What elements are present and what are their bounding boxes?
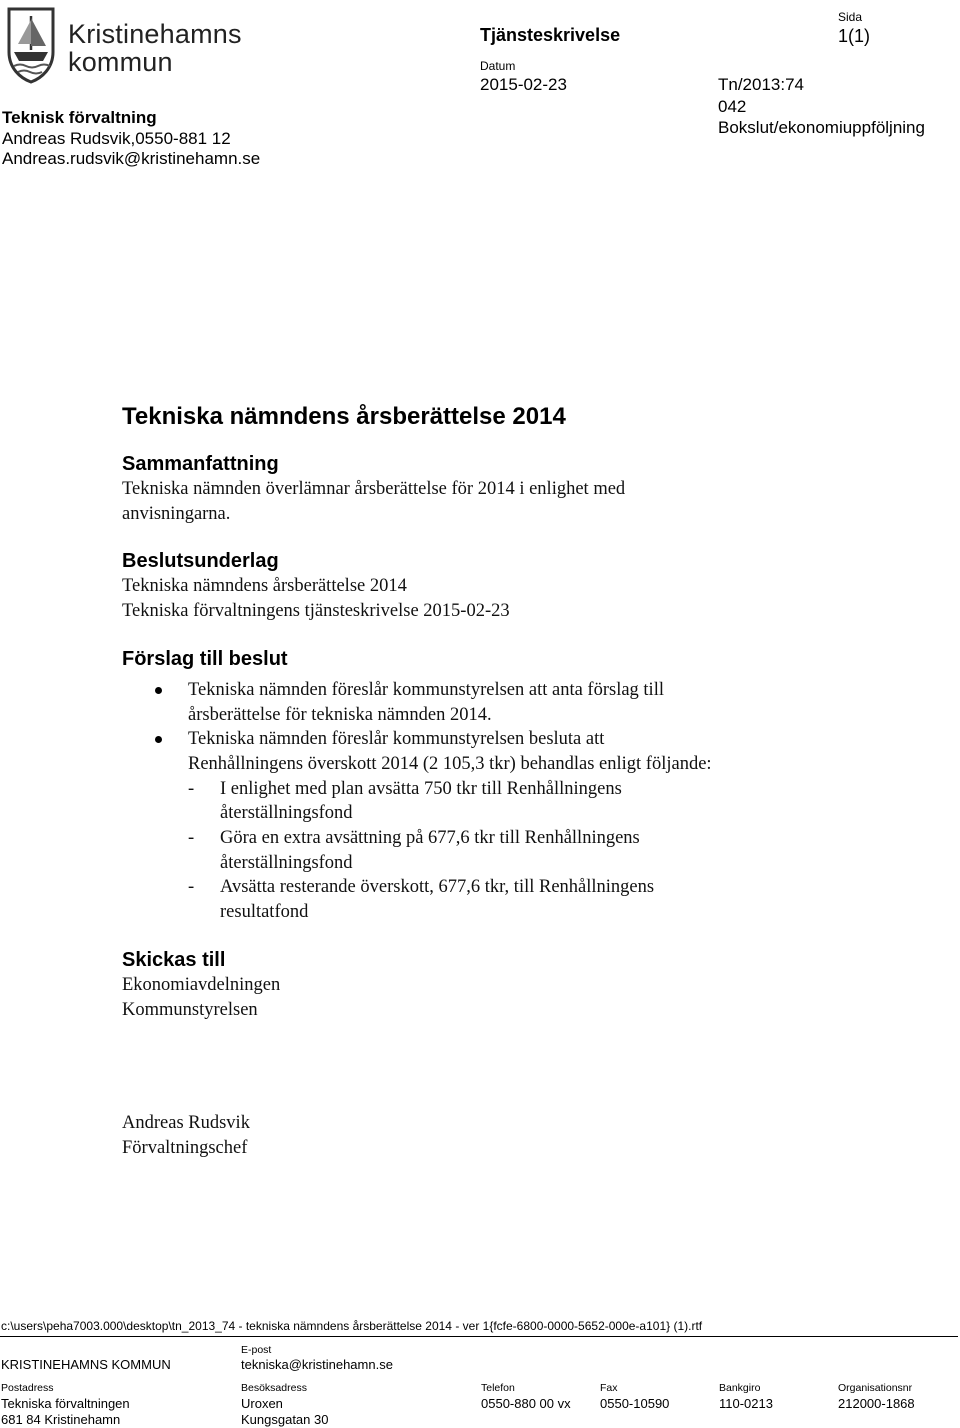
bullet-icon: [155, 687, 162, 694]
signature-block: [122, 1111, 250, 1160]
dash-marker: -: [188, 877, 195, 898]
reference-code: 042: [718, 97, 747, 116]
signature-title: Förvaltningschef: [122, 1137, 248, 1158]
footer-fax-label: Fax: [600, 1382, 618, 1394]
proposal-text: årsberättelse för tekniska nämnden 2014.: [188, 704, 492, 725]
proposal-heading: Förslag till beslut: [122, 647, 288, 670]
footer-org-name: KRISTINEHAMNS KOMMUN: [1, 1357, 171, 1372]
proposal-list: [122, 678, 922, 777]
file-path: c:\users\peha7003.000\desktop\tn_2013_74 - tekniska nämndens årsberättelse 2014 - ver 1{fcfe-6800-0000-5652-000e-a101} (1).rtf: [1, 1319, 703, 1333]
sub-item-text: återställningsfond: [220, 803, 353, 824]
footer-visit-line: Uroxen: [241, 1396, 283, 1411]
reference-subject: Bokslut/ekonomiuppföljning: [718, 118, 925, 137]
dash-marker: -: [188, 778, 195, 799]
summary-line-1: Tekniska nämnden överlämnar årsberättelse för 2014 i enlighet med: [122, 479, 626, 499]
footer-postal-line: Tekniska förvaltningen: [1, 1396, 130, 1411]
footer-email-label: E-post: [241, 1344, 272, 1356]
municipal-crest-logo: [6, 6, 56, 84]
document-date: 2015-02-23: [480, 75, 567, 94]
footer-bankgiro-label: Bankgiro: [719, 1382, 761, 1394]
footer-postal-line: 681 84 Kristinehamn: [1, 1412, 121, 1427]
sent-to-heading: Skickas till: [122, 948, 226, 971]
logo-line-1: Kristinehamns: [68, 19, 242, 49]
sub-item: [122, 875, 922, 924]
page-label: Sida: [838, 10, 863, 24]
proposal-text: Tekniska nämnden föreslår kommunstyrelsen att anta förslag till: [188, 679, 664, 700]
sub-item: [122, 777, 922, 826]
recipient: Kommunstyrelsen: [122, 999, 258, 1020]
document-body: [122, 402, 922, 1022]
footer-divider: [0, 1336, 958, 1337]
recipient: Ekonomiavdelningen: [122, 974, 281, 995]
basis-heading: Beslutsunderlag: [122, 550, 279, 573]
footer-phone-label: Telefon: [481, 1382, 515, 1394]
footer-email[interactable]: tekniska@kristinehamn.se: [241, 1357, 393, 1372]
footer-phone: 0550-880 00 vx: [481, 1396, 571, 1411]
sub-item-text: resultatfond: [220, 902, 309, 923]
page-number: 1(1): [838, 26, 871, 46]
logo-line-2: kommun: [68, 47, 173, 77]
department-name: Teknisk förvaltning: [2, 108, 157, 127]
sub-item-list: [122, 777, 922, 925]
footer-visit-label: Besöksadress: [241, 1382, 307, 1394]
sub-item-text: Göra en extra avsättning på 677,6 tkr till Renhållningens: [220, 828, 640, 849]
reference-number: Tn/2013:74: [718, 75, 805, 94]
contact-name-phone: Andreas Rudsvik,0550-881 12: [2, 129, 231, 148]
sub-item-text: återställningsfond: [220, 852, 353, 873]
sub-item-text: I enlighet med plan avsätta 750 tkr till Renhållningens: [220, 778, 622, 799]
proposal-text: Renhållningens överskott 2014 (2 105,3 tkr) behandlas enligt följande:: [188, 753, 712, 774]
signature-name: Andreas Rudsvik: [122, 1113, 250, 1133]
summary-line-2: anvisningarna.: [122, 503, 231, 524]
footer-bankgiro: 110-0213: [719, 1396, 773, 1411]
proposal-text: Tekniska nämnden föreslår kommunstyrelsen besluta att: [188, 729, 605, 750]
footer-orgnr: 212000-1868: [838, 1396, 915, 1411]
document-type: Tjänsteskrivelse: [480, 25, 621, 45]
footer-orgnr-label: Organisationsnr: [838, 1382, 913, 1394]
footer-visit-line: Kungsgatan 30: [241, 1412, 329, 1427]
basis-item: Tekniska förvaltningens tjänsteskrivelse 2015-02-23: [122, 601, 510, 622]
footer-fax: 0550-10590: [600, 1396, 670, 1411]
date-label: Datum: [480, 59, 516, 73]
municipality-logo-text: [68, 20, 242, 76]
contact-email[interactable]: Andreas.rudsvik@kristinehamn.se: [2, 149, 261, 168]
basis-item: Tekniska nämndens årsberättelse 2014: [122, 576, 407, 597]
sub-item: [122, 826, 922, 875]
proposal-item-2: [122, 727, 922, 776]
dash-marker: -: [188, 828, 195, 849]
document-title: Tekniska nämndens årsberättelse 2014: [122, 403, 566, 430]
summary-heading: Sammanfattning: [122, 453, 279, 475]
bullet-icon: [155, 736, 162, 743]
proposal-item-1: [122, 678, 922, 727]
sub-item-text: Avsätta resterande överskott, 677,6 tkr, till Renhållningens: [220, 877, 655, 898]
footer-postal-label: Postadress: [1, 1382, 54, 1394]
